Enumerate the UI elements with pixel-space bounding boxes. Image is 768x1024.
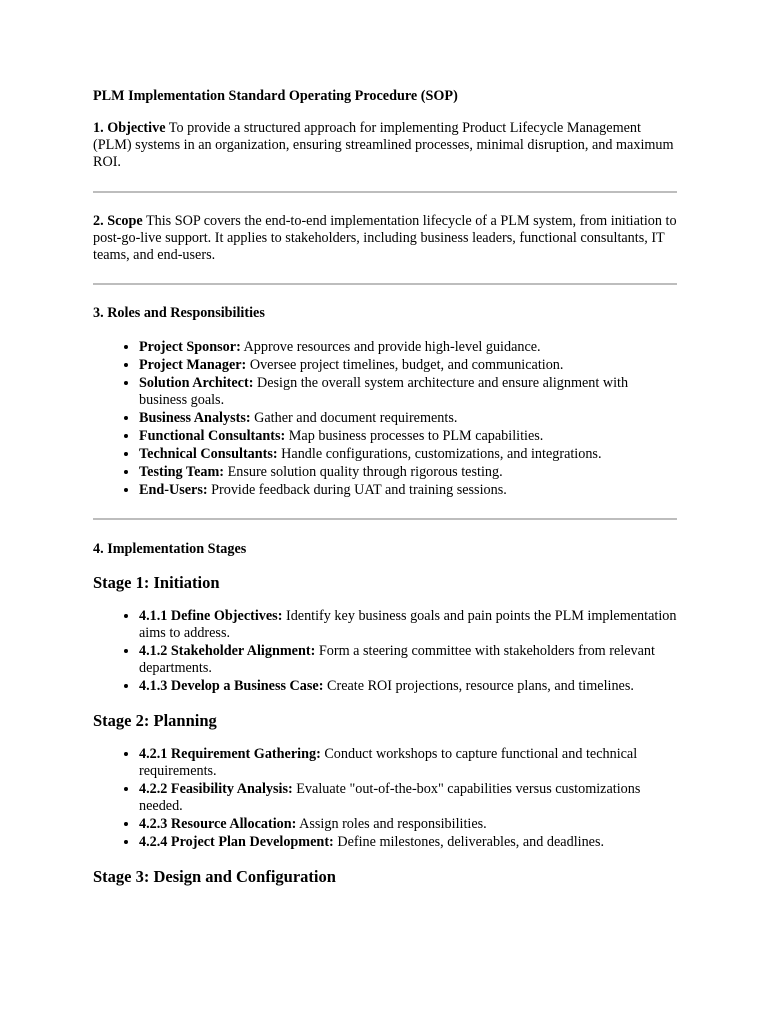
roles-list bbox=[93, 338, 677, 499]
list-item bbox=[139, 356, 677, 374]
task-desc: Assign roles and responsibilities. bbox=[296, 816, 487, 832]
task-desc: Conduct workshops to capture functional and technical requirements. bbox=[139, 746, 638, 779]
roles-heading: 3. Roles and Responsibilities bbox=[93, 305, 265, 321]
list-item bbox=[139, 427, 677, 445]
list-item bbox=[139, 409, 677, 427]
role-term: Business Analysts: bbox=[139, 410, 251, 426]
document-title: PLM Implementation Standard Operating Procedure (SOP) bbox=[93, 88, 458, 104]
task-term: 4.1.3 Develop a Business Case: bbox=[139, 678, 324, 694]
objective-text: To provide a structured approach for implementing Product Lifecycle Management (PLM) systems in an organization, ensuring streamlined processes, minimal disruption, and maximum ROI. bbox=[93, 120, 674, 170]
role-term: Testing Team: bbox=[139, 464, 225, 480]
stage1-title: Stage 1: Initiation bbox=[93, 573, 220, 592]
role-desc: Gather and document requirements. bbox=[250, 410, 458, 426]
task-desc: Create ROI projections, resource plans, and timelines. bbox=[323, 678, 634, 694]
stage2-title: Stage 2: Planning bbox=[93, 711, 217, 730]
role-desc: Ensure solution quality through rigorous testing. bbox=[224, 464, 503, 480]
task-term: 4.2.3 Resource Allocation: bbox=[139, 816, 297, 832]
role-desc: Oversee project timelines, budget, and communication. bbox=[246, 357, 564, 373]
task-desc: Define milestones, deliverables, and deadlines. bbox=[333, 834, 605, 850]
role-desc: Handle configurations, customizations, and integrations. bbox=[277, 446, 602, 462]
scope-paragraph bbox=[93, 213, 677, 264]
task-term: 4.2.2 Feasibility Analysis: bbox=[139, 781, 293, 797]
role-desc: Approve resources and provide high-level guidance. bbox=[240, 339, 541, 355]
list-item bbox=[139, 833, 677, 851]
list-item bbox=[139, 607, 677, 642]
list-item bbox=[139, 642, 677, 677]
role-desc: Map business processes to PLM capabilities. bbox=[285, 428, 544, 444]
role-term: Project Manager: bbox=[139, 357, 247, 373]
task-desc: Identify key business goals and pain points the PLM implementation aims to address. bbox=[139, 608, 677, 641]
role-term: End-Users: bbox=[139, 482, 208, 498]
list-item bbox=[139, 780, 677, 815]
list-item bbox=[139, 481, 677, 499]
list-item bbox=[139, 463, 677, 481]
task-term: 4.2.4 Project Plan Development: bbox=[139, 834, 334, 850]
objective-label: 1. Objective bbox=[93, 120, 166, 136]
role-desc: Provide feedback during UAT and training sessions. bbox=[207, 482, 507, 498]
list-item bbox=[139, 745, 677, 780]
list-item bbox=[139, 374, 677, 409]
stage1-list bbox=[93, 607, 677, 695]
role-term: Project Sponsor: bbox=[139, 339, 241, 355]
document-body bbox=[93, 88, 677, 887]
role-desc: Design the overall system architecture and ensure alignment with business goals. bbox=[139, 375, 629, 408]
task-desc: Form a steering committee with stakeholders from relevant departments. bbox=[139, 643, 655, 676]
list-item bbox=[139, 677, 677, 695]
list-item bbox=[139, 445, 677, 463]
task-term: 4.1.1 Define Objectives: bbox=[139, 608, 283, 624]
role-term: Functional Consultants: bbox=[139, 428, 286, 444]
role-term: Technical Consultants: bbox=[139, 446, 278, 462]
task-desc: Evaluate "out-of-the-box" capabilities versus customizations needed. bbox=[139, 781, 641, 814]
divider bbox=[93, 518, 677, 520]
task-term: 4.1.2 Stakeholder Alignment: bbox=[139, 643, 316, 659]
divider bbox=[93, 283, 677, 285]
task-term: 4.2.1 Requirement Gathering: bbox=[139, 746, 321, 762]
stages-heading: 4. Implementation Stages bbox=[93, 541, 247, 557]
divider bbox=[93, 191, 677, 193]
scope-label: 2. Scope bbox=[93, 213, 143, 229]
stage3-title: Stage 3: Design and Configuration bbox=[93, 867, 336, 886]
objective-paragraph bbox=[93, 120, 677, 171]
stage2-list bbox=[93, 745, 677, 851]
list-item bbox=[139, 815, 677, 833]
list-item bbox=[139, 338, 677, 356]
scope-text: This SOP covers the end-to-end implementation lifecycle of a PLM system, from initiation to post-go-live support. It applies to stakeholders, including business leaders, functional consultants, IT teams, and end-users. bbox=[93, 213, 677, 263]
role-term: Solution Architect: bbox=[139, 375, 254, 391]
